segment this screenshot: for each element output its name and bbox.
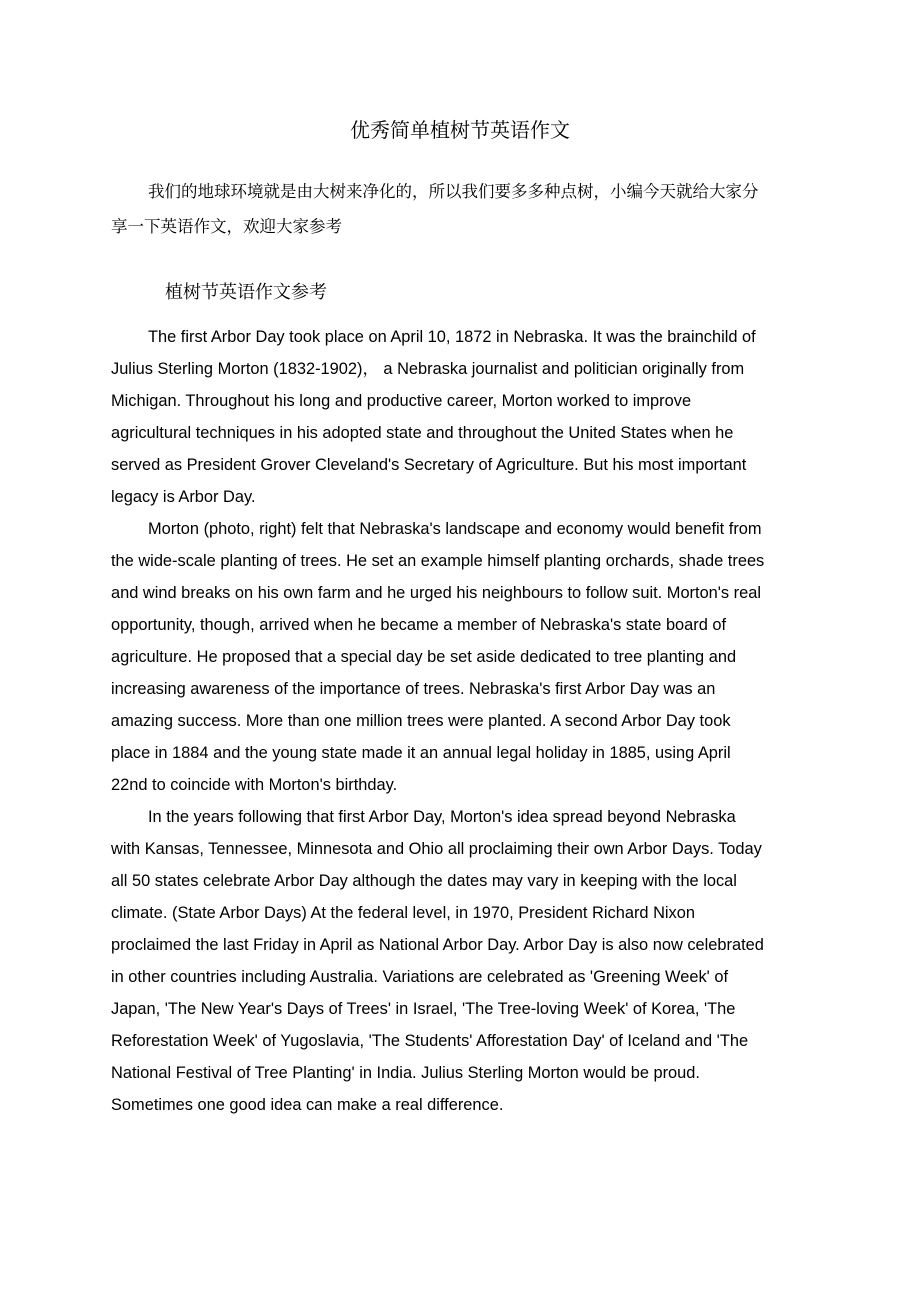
essay-paragraph-1: The first Arbor Day took place on April 10, 1872 in Nebraska. It was the brainchild of Julius Sterling Morton (1832-1902)， a Nebraska journalist and politician originally from Michigan. Throughout his long and productive career, Morton worked to improve agricultural techniques in his adopted state and throughout the United States when he served as President Grover Cleveland's Secretary of Agriculture. But his most important legacy is Arbor Day. — [111, 328, 756, 506]
essay-body — [111, 321, 766, 1121]
document-title: 优秀简单植树节英语作文 — [350, 118, 570, 142]
intro-paragraph: 我们的地球环境就是由大树来净化的，所以我们要多多种点树，小编今天就给大家分享一下英语作文，欢迎大家参考 — [111, 182, 759, 236]
essay-paragraph-3: In the years following that first Arbor Day, Morton's idea spread beyond Nebraska with Kansas, Tennessee, Minnesota and Ohio all proclaiming their own Arbor Days. Today all 50 states celebrate Arbor Day although the dates may vary in keeping with the local climate. (State Arbor Days) At the federal level, in 1970, President Richard Nixon proclaimed the last Friday in April as National Arbor Day. Arbor Day is also now celebrated in other countries including Australia. Variations are celebrated as 'Greening Week' of Japan, 'The New Year's Days of Trees' in Israel, 'The Tree-loving Week' of Korea, 'The Reforestation Week' of Yugoslavia, 'The Students' Afforestation Day' of Iceland and 'The National Festival of Tree Planting' in India. Julius Sterling Morton would be proud. Sometimes one good idea can make a real difference. — [111, 808, 764, 1114]
section-heading: 植树节英语作文参考 — [165, 282, 327, 303]
essay-paragraph-2: Morton (photo, right) felt that Nebraska's landscape and economy would benefit from the wide-scale planting of trees. He set an example himself planting orchards, shade trees and wind breaks on his own farm and he urged his neighbours to follow suit. Morton's real opportunity, though, arrived when he became a member of Nebraska's state board of agriculture. He proposed that a special day be set aside dedicated to tree planting and increasing awareness of the importance of trees. Nebraska's first Arbor Day was an amazing success. More than one million trees were planted. A second Arbor Day took place in 1884 and the young state made it an annual legal holiday in 1885, using April 22nd to coincide with Morton's birthday. — [111, 520, 765, 794]
